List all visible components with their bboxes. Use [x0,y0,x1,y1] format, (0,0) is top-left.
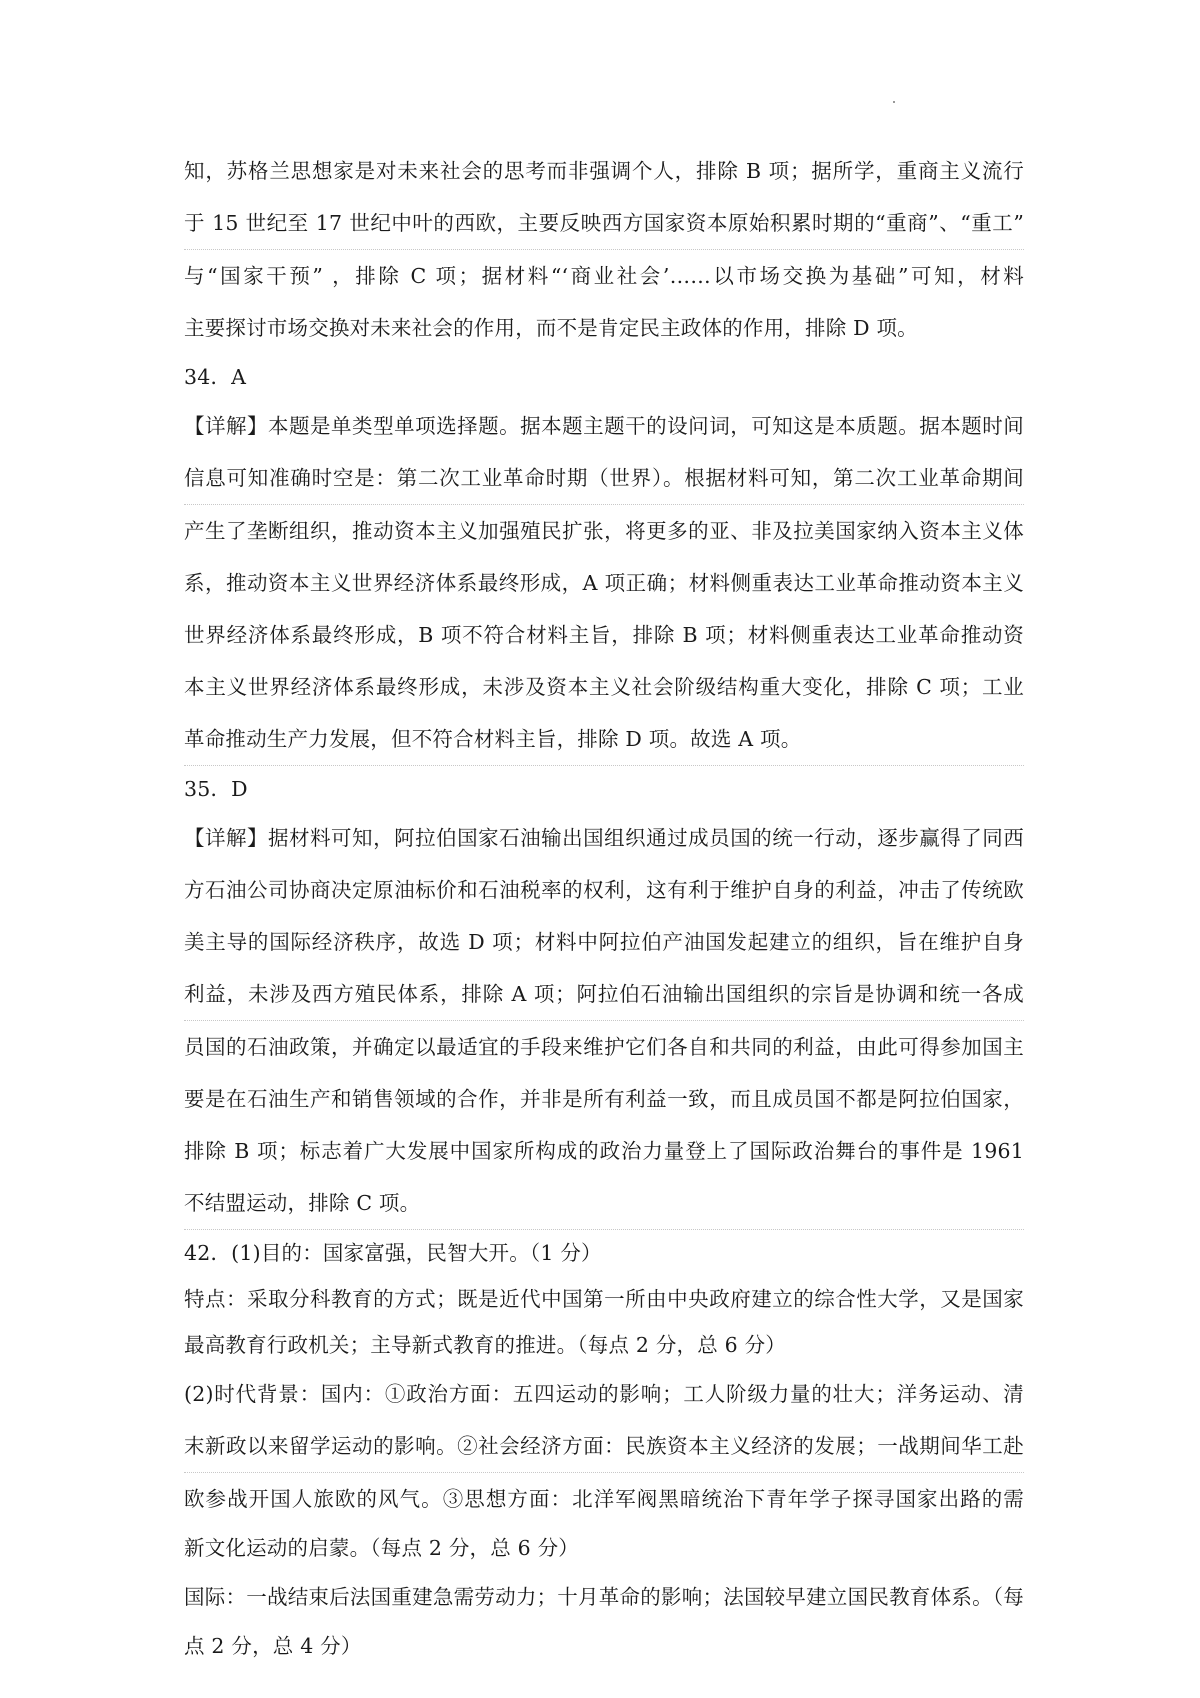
text-line: 革命推动生产力发展，但不符合材料主旨，排除 D 项。故选 A 项。 [184,713,1024,766]
text-line: 信息可知准确时空是：第二次工业革命时期（世界）。根据材料可知，第二次工业革命期间 [184,452,1024,505]
text-line: 知，苏格兰思想家是对未来社会的思考而非强调个人，排除 B 项；据所学，重商主义流行 [184,159,1024,183]
text-line: 新文化运动的启蒙。（每点 2 分，总 6 分） [184,1536,579,1560]
text-line: 末新政以来留学运动的影响。②社会经济方面：民族资本主义经济的发展；一战期间华工赴 [184,1420,1024,1473]
question-number-35: 35．D [184,777,248,801]
text-line: 欧参战开国人旅欧的风气。③思想方面：北洋军阀黑暗统治下青年学子探寻国家出路的需 [184,1487,1024,1511]
text-line: 要是在石油生产和销售领域的合作，并非是所有利益一致，而且成员国不都是阿拉伯国家， [184,1087,1024,1111]
answer-key-page [184,145,1024,1669]
question-number-34: 34．A [184,365,247,389]
text-line: 最高教育行政机关；主导新式教育的推进。（每点 2 分，总 6 分） [184,1333,786,1357]
scan-speck [893,101,895,103]
text-line: 利益，未涉及西方殖民体系，排除 A 项；阿拉伯石油输出国组织的宗旨是协调和统一各成 [184,968,1024,1021]
text-line: 特点：采取分科教育的方式；既是近代中国第一所由中央政府建立的综合性大学，又是国家 [184,1287,1024,1311]
text-line: 美主导的国际经济秩序，故选 D 项；材料中阿拉伯产油国发起建立的组织，旨在维护自身 [184,930,1024,954]
text-line: 排除 B 项；标志着广大发展中国家所构成的政治力量登上了国际政治舞台的事件是 1961 [184,1139,1024,1163]
text-line: 【详解】本题是单类型单项选择题。据本题主题干的设问词，可知这是本质题。据本题时间 [184,414,1024,438]
text-line: 本主义世界经济体系最终形成，未涉及资本主义社会阶级结构重大变化，排除 C 项；工业 [184,675,1024,699]
question-number-42: 42．(1)目的：国家富强，民智大开。（1 分） [184,1241,602,1265]
text-line: 与“国家干预” ，排除 C 项；据材料“‘商业社会’……以市场交换为基础”可知，材料 [184,264,1024,288]
text-line: 不结盟运动，排除 C 项。 [184,1177,1024,1230]
text-line: 系，推动资本主义世界经济体系最终形成，A 项正确；材料侧重表达工业革命推动资本主义 [184,571,1024,595]
text-line: (2)时代背景：国内：①政治方面：五四运动的影响；工人阶级力量的壮大；洋务运动、清 [184,1382,1024,1406]
text-line: 点 2 分，总 4 分） [184,1634,362,1658]
text-line: 方石油公司协商决定原油标价和石油税率的权利，这有利于维护自身的利益，冲击了传统欧 [184,878,1024,902]
text-line: 世界经济体系最终形成，B 项不符合材料主旨，排除 B 项；材料侧重表达工业革命推动资 [184,623,1024,647]
text-line: 于 15 世纪至 17 世纪中叶的西欧，主要反映西方国家资本原始积累时期的“重商”、“重工” [184,197,1024,250]
text-line: 产生了垄断组织，推动资本主义加强殖民扩张，将更多的亚、非及拉美国家纳入资本主义体 [184,519,1024,543]
text-line: 员国的石油政策，并确定以最适宜的手段来维护它们各自和共同的利益，由此可得参加国主 [184,1035,1024,1059]
text-line: 主要探讨市场交换对未来社会的作用，而不是肯定民主政体的作用，排除 D 项。 [184,316,918,340]
text-line: 国际：一战结束后法国重建急需劳动力；十月革命的影响；法国较早建立国民教育体系。（每 [184,1585,1024,1609]
text-line: 【详解】据材料可知，阿拉伯国家石油输出国组织通过成员国的统一行动，逐步赢得了同西 [184,826,1024,850]
